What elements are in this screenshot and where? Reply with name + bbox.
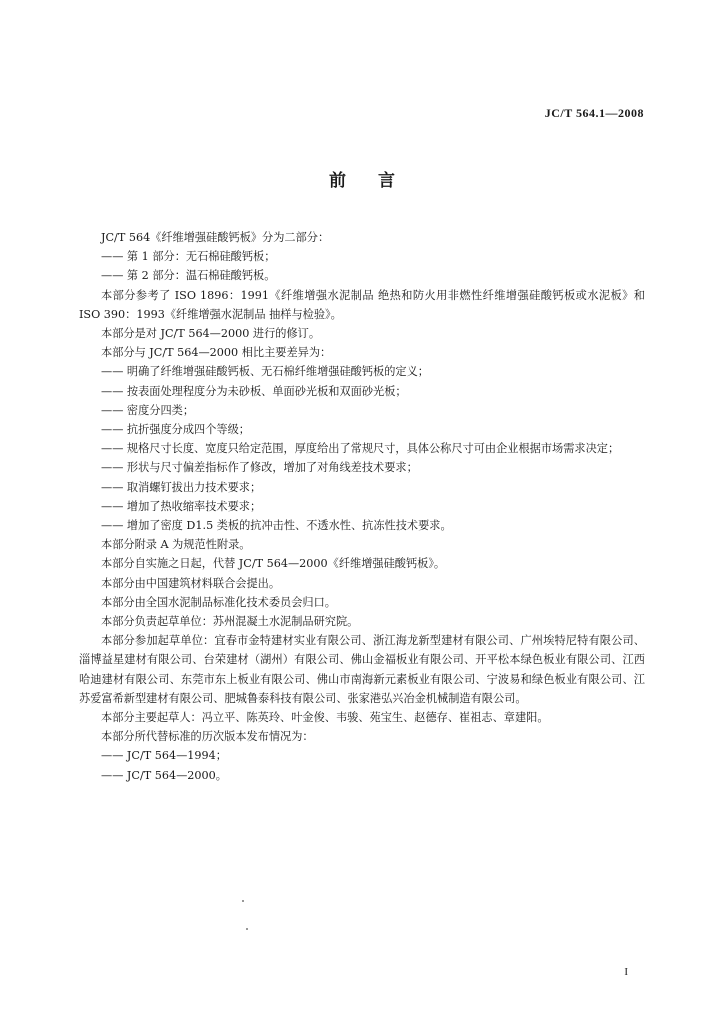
list-item: —— 密度分四类；: [101, 403, 195, 417]
paragraph: 本部分主要起草人：冯立平、陈英玲、叶金俊、韦骏、苑宝生、赵德存、崔祖志、章建阳。: [101, 711, 549, 725]
paragraph: 本部分负责起草单位：苏州混凝土水泥制品研究院。: [101, 615, 359, 629]
standard-code-header: JC/T 564.1—2008: [544, 106, 644, 120]
list-item: —— 抗折强度分成四个等级；: [101, 423, 250, 437]
scan-speck: [242, 900, 244, 902]
paragraph: 本部分由全国水泥制品标准化技术委员会归口。: [101, 595, 336, 609]
paragraph: 本部分参加起草单位：宜春市金特建材实业有限公司、浙江海龙新型建材有限公司、广州埃特尼特有限公司、淄博益星建材有限公司、台荣建材（湖州）有限公司、佛山金福板业有限公司、开平松本绿色板业有限公司、江西哈迪建材有限公司、东莞市东上板业有限公司、佛山市南海新元素板业有限公司、宁波易和绿色板业有限公司、江苏爱富希新型建材有限公司、肥城鲁泰科技有限公司、张家港弘兴冶金机械制造有限公司。: [79, 634, 645, 705]
scan-speck: [246, 928, 248, 930]
paragraph: JC/T 564《纤维增强硅酸钙板》分为二部分：: [101, 231, 330, 244]
list-item: —— 第 2 部分：温石棉硅酸钙板。: [101, 269, 276, 283]
list-item: —— 第 1 部分：无石棉硅酸钙板；: [101, 250, 276, 264]
list-item: —— 取消螺钉拔出力技术要求；: [101, 480, 262, 494]
document-body: [79, 228, 645, 785]
page-title: 前言: [329, 171, 427, 191]
list-item: —— 增加了热收缩率技术要求；: [101, 499, 262, 513]
list-item: —— 增加了密度 D1.5 类板的抗冲击性、不透水性、抗冻性技术要求。: [101, 519, 452, 533]
paragraph: 本部分参考了 ISO 1896：1991《纤维增强水泥制品 绝热和防火用非燃性纤维增强硅酸钙板或水泥板》和 ISO 390：1993《纤维增强水泥制品 抽样与检验》。: [79, 288, 645, 321]
paragraph: 本部分所代替标准的历次版本发布情况为：: [101, 730, 314, 744]
list-item: —— 明确了纤维增强硅酸钙板、无石棉纤维增强硅酸钙板的定义；: [101, 365, 429, 379]
list-item: —— 规格尺寸长度、宽度只给定范围，厚度给出了常规尺寸，具体公称尺寸可由企业根据市场需求决定；: [101, 442, 620, 456]
paragraph: 本部分是对 JC/T 564—2000 进行的修订。: [101, 327, 321, 341]
paragraph: 本部分由中国建筑材料联合会提出。: [101, 576, 281, 590]
page-number: I: [624, 966, 628, 978]
list-item: —— 按表面处理程度分为未砂板、单面砂光板和双面砂光板；: [101, 384, 407, 398]
list-item: —— 形状与尺寸偏差指标作了修改，增加了对角线差技术要求；: [101, 461, 418, 475]
paragraph: 本部分附录 A 为规范性附录。: [101, 538, 251, 552]
list-item: —— JC/T 564—2000。: [101, 768, 227, 782]
paragraph: 本部分与 JC/T 564—2000 相比主要差异为：: [101, 346, 332, 360]
paragraph: 本部分自实施之日起，代替 JC/T 564—2000《纤维增强硅酸钙板》。: [101, 557, 446, 571]
list-item: —— JC/T 564—1994；: [101, 749, 227, 763]
